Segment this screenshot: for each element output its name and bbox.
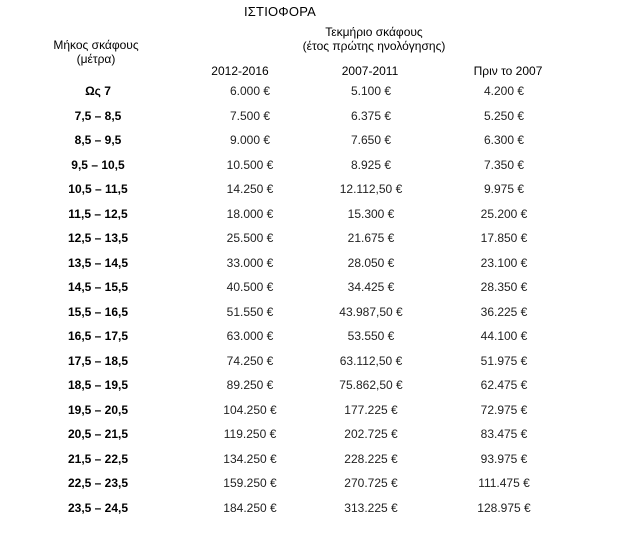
length-cell: 19,5 – 20,5 [67, 402, 129, 417]
value-2007-2011-cell: 270.725 € [344, 476, 398, 490]
length-column-header [44, 38, 148, 66]
column-header-before-2007: Πριν το 2007 [473, 64, 543, 78]
value-2012-2016-cell: 10.500 € [226, 157, 274, 172]
value-2012-2016-cell: 14.250 € [226, 182, 274, 196]
length-cell: 22,5 – 23,5 [67, 476, 129, 490]
value-2012-2016-cell: 104.250 € [223, 402, 277, 417]
value-2007-2011-cell: 313.225 € [344, 500, 398, 515]
table-row [0, 179, 640, 204]
value-before-2007-cell: 17.850 € [480, 231, 528, 245]
length-cell: 11,5 – 12,5 [68, 206, 128, 221]
value-2012-2016-cell: 184.250 € [223, 500, 277, 515]
value-2007-2011-cell: 228.225 € [344, 451, 398, 466]
value-before-2007-cell: 51.975 € [480, 353, 528, 368]
value-before-2007-cell: 128.975 € [477, 500, 531, 515]
value-2007-2011-cell: 6.375 € [350, 108, 392, 123]
table-row [0, 228, 640, 253]
length-cell: 14,5 – 15,5 [67, 280, 129, 294]
value-2007-2011-cell: 8.925 € [350, 157, 392, 172]
length-cell: 23,5 – 24,5 [67, 500, 129, 515]
value-2012-2016-cell: 18.000 € [226, 206, 274, 221]
value-before-2007-cell: 5.250 € [483, 108, 525, 123]
value-2012-2016-cell: 51.550 € [226, 304, 274, 319]
value-2007-2011-cell: 53.550 € [347, 329, 395, 343]
value-2012-2016-cell: 89.250 € [226, 378, 274, 392]
value-2007-2011-cell: 75.862,50 € [339, 378, 403, 392]
value-before-2007-cell: 44.100 € [480, 329, 528, 343]
value-before-2007-cell: 111.475 € [478, 476, 530, 490]
value-2007-2011-cell: 177.225 € [344, 402, 398, 417]
value-2012-2016-cell: 9.000 € [229, 133, 271, 147]
length-cell: 18,5 – 19,5 [67, 378, 129, 392]
value-before-2007-cell: 62.475 € [480, 378, 528, 392]
length-cell: 20,5 – 21,5 [67, 427, 129, 441]
length-header-text: Μήκος σκάφους (μέτρα) [53, 38, 139, 66]
value-2012-2016-cell: 7.500 € [229, 108, 271, 123]
length-cell: 9,5 – 10,5 [71, 157, 125, 172]
table-row [0, 155, 640, 180]
value-2007-2011-cell: 63.112,50 € [339, 353, 403, 368]
page-title: ΙΣΤΙΟΦΟΡΑ [244, 4, 316, 19]
value-before-2007-cell: 93.975 € [480, 451, 528, 466]
value-2007-2011-cell: 15.300 € [347, 206, 395, 221]
value-2012-2016-cell: 6.000 € [229, 84, 271, 98]
value-2012-2016-cell: 40.500 € [226, 280, 274, 294]
value-2012-2016-cell: 33.000 € [226, 255, 274, 270]
value-2012-2016-cell: 74.250 € [226, 353, 274, 368]
value-2012-2016-cell: 159.250 € [223, 476, 277, 490]
value-2007-2011-cell: 43.987,50 € [339, 304, 403, 319]
length-cell: 16,5 – 17,5 [67, 329, 129, 343]
length-cell: 17,5 – 18,5 [67, 353, 129, 368]
value-before-2007-cell: 72.975 € [480, 402, 528, 417]
length-cell: 7,5 – 8,5 [74, 108, 122, 123]
table-row [0, 253, 640, 278]
table-row [0, 326, 640, 351]
value-2012-2016-cell: 119.250 € [223, 427, 277, 441]
length-cell: 13,5 – 14,5 [67, 255, 129, 270]
value-2007-2011-cell: 34.425 € [347, 280, 395, 294]
value-2007-2011-cell: 202.725 € [344, 427, 398, 441]
table-row [0, 498, 640, 523]
length-cell: 12,5 – 13,5 [67, 231, 129, 245]
value-before-2007-cell: 7.350 € [483, 157, 525, 172]
column-header-2007-2011: 2007-2011 [341, 64, 399, 78]
value-2012-2016-cell: 63.000 € [226, 329, 274, 343]
table-row [0, 473, 640, 498]
table-row [0, 106, 640, 131]
value-before-2007-cell: 9.975 € [483, 182, 525, 196]
column-header-2012-2016: 2012-2016 [211, 64, 269, 78]
table-row [0, 81, 640, 106]
value-before-2007-cell: 23.100 € [480, 255, 528, 270]
value-2007-2011-cell: 5.100 € [350, 84, 392, 98]
table-row [0, 375, 640, 400]
length-cell: Ως 7 [85, 84, 111, 98]
estimate-group-header [284, 25, 464, 53]
table-row [0, 204, 640, 229]
value-before-2007-cell: 36.225 € [480, 304, 528, 319]
value-2012-2016-cell: 134.250 € [223, 451, 277, 466]
length-cell: 8,5 – 9,5 [74, 133, 122, 147]
value-2007-2011-cell: 28.050 € [347, 255, 395, 270]
table-row [0, 351, 640, 376]
group-header-text: Τεκμήριο σκάφους (έτος πρώτης ηνολόγησης) [302, 25, 446, 53]
length-cell: 15,5 – 16,5 [67, 304, 129, 319]
table-row [0, 130, 640, 155]
table-row [0, 302, 640, 327]
table-body [0, 81, 640, 522]
table-row [0, 449, 640, 474]
value-2012-2016-cell: 25.500 € [226, 231, 274, 245]
value-2007-2011-cell: 21.675 € [347, 231, 395, 245]
value-before-2007-cell: 83.475 € [480, 427, 528, 441]
table-row [0, 400, 640, 425]
value-2007-2011-cell: 12.112,50 € [339, 182, 403, 196]
value-before-2007-cell: 6.300 € [483, 133, 525, 147]
table-row [0, 277, 640, 302]
length-cell: 21,5 – 22,5 [67, 451, 129, 466]
value-before-2007-cell: 4.200 € [483, 84, 525, 98]
value-2007-2011-cell: 7.650 € [350, 133, 392, 147]
value-before-2007-cell: 25.200 € [480, 206, 528, 221]
value-before-2007-cell: 28.350 € [480, 280, 528, 294]
length-cell: 10,5 – 11,5 [68, 182, 128, 196]
table-row [0, 424, 640, 449]
